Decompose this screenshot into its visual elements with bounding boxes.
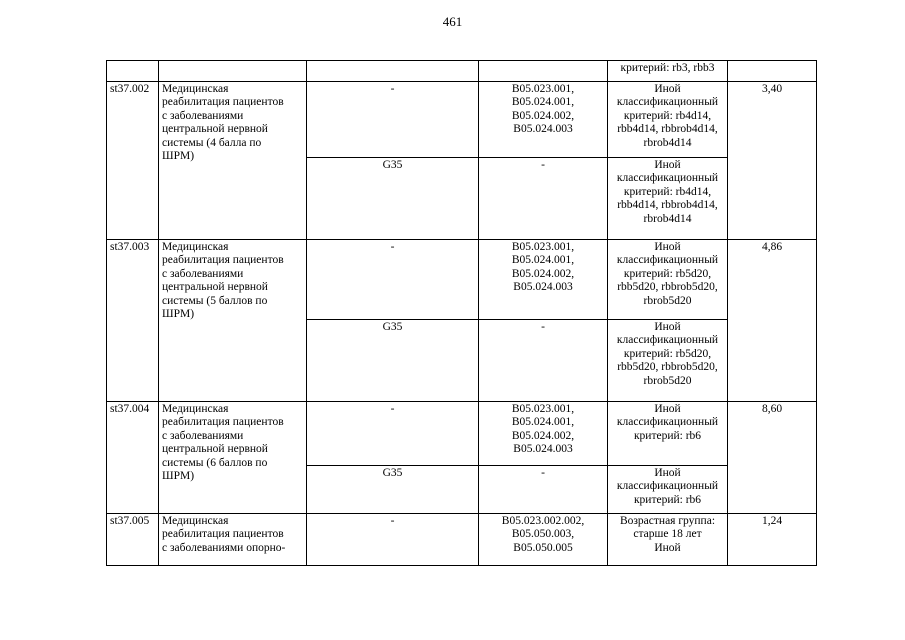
code-cell: st37.004 [107, 402, 159, 514]
service-cell [479, 61, 608, 82]
table-row-top [107, 61, 817, 82]
diagnosis-cell: G35 [307, 320, 479, 402]
coefficient-cell: 3,40 [728, 82, 817, 240]
table-row [107, 240, 817, 320]
diagnosis-cell: G35 [307, 466, 479, 514]
criterion-cell: Иной классификационный критерий: rb6 [608, 466, 728, 514]
service-cell: B05.023.001, B05.024.001, B05.024.002, B05.024.003 [479, 240, 608, 320]
diagnosis-cell: - [307, 240, 479, 320]
code-cell: st37.005 [107, 514, 159, 566]
table-row [107, 82, 817, 158]
criterion-cell: Иной классификационный критерий: rb6 [608, 402, 728, 466]
name-cell: Медицинская реабилитация пациентов с заболеваниями опорно- [159, 514, 307, 566]
code-cell [107, 61, 159, 82]
coefficient-cell: 1,24 [728, 514, 817, 566]
tariff-table [106, 60, 817, 566]
service-cell: B05.023.001, B05.024.001, B05.024.002, B05.024.003 [479, 82, 608, 158]
service-cell: - [479, 320, 608, 402]
criterion-cell: Возрастная группа: старше 18 лет Иной [608, 514, 728, 566]
criterion-cell: Иной классификационный критерий: rb5d20, rbb5d20, rbbrob5d20, rbrob5d20 [608, 320, 728, 402]
page-number: 461 [442, 14, 463, 29]
service-cell: B05.023.001, B05.024.001, B05.024.002, B05.024.003 [479, 402, 608, 466]
coefficient-cell: 8,60 [728, 402, 817, 514]
diagnosis-cell [307, 61, 479, 82]
service-cell: - [479, 466, 608, 514]
criterion-cell: Иной классификационный критерий: rb5d20, rbb5d20, rbbrob5d20, rbrob5d20 [608, 240, 728, 320]
diagnosis-cell: G35 [307, 158, 479, 240]
coefficient-cell: 4,86 [728, 240, 817, 402]
name-cell: Медицинская реабилитация пациентов с заболеваниями центральной нервной системы (5 баллов по ШРМ) [159, 240, 307, 402]
diagnosis-cell: - [307, 82, 479, 158]
diagnosis-cell: - [307, 402, 479, 466]
name-cell: Медицинская реабилитация пациентов с заболеваниями центральной нервной системы (6 баллов по ШРМ) [159, 402, 307, 514]
code-cell: st37.002 [107, 82, 159, 240]
service-cell: B05.023.002.002, B05.050.003, B05.050.005 [479, 514, 608, 566]
code-cell: st37.003 [107, 240, 159, 402]
name-cell [159, 61, 307, 82]
table-row [107, 402, 817, 466]
coefficient-cell [728, 61, 817, 82]
diagnosis-cell: - [307, 514, 479, 566]
service-cell: - [479, 158, 608, 240]
name-cell: Медицинская реабилитация пациентов с заболеваниями центральной нервной системы (4 балла по ШРМ) [159, 82, 307, 240]
criterion-cell: Иной классификационный критерий: rb4d14, rbb4d14, rbbrob4d14, rbrob4d14 [608, 82, 728, 158]
table-row [107, 514, 817, 566]
criterion-cell: Иной классификационный критерий: rb4d14, rbb4d14, rbbrob4d14, rbrob4d14 [608, 158, 728, 240]
criterion-cell: критерий: rb3, rbb3 [608, 61, 728, 82]
